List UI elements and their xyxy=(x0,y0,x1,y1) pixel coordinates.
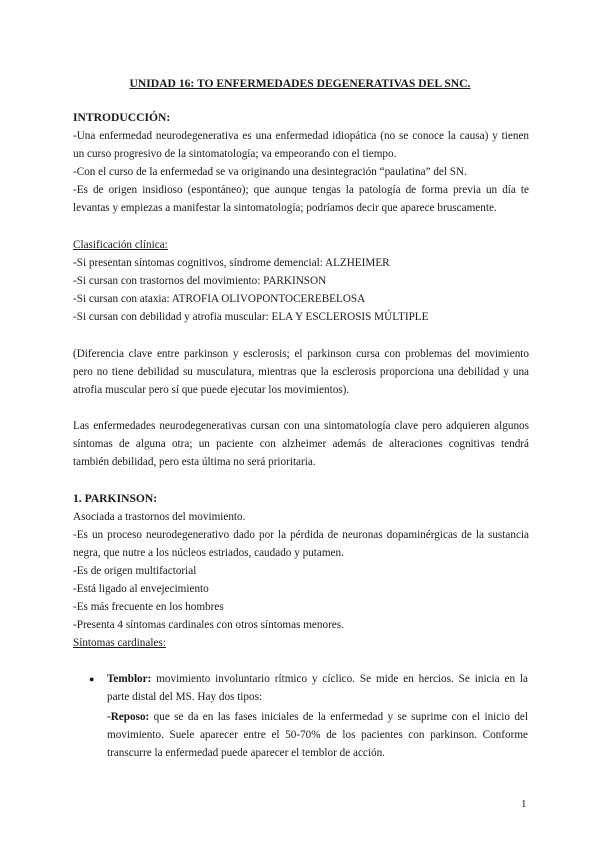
intro-line: -Una enfermedad neurodegenerativa es una enfermedad idiopática (no se conoce la causa) y tienen xyxy=(73,130,529,142)
temblor-line: parte distal del MS. Hay dos tipos: xyxy=(107,691,263,703)
parkinson-line: negra, que nutre a los núcleos estriados, caudado y putamen. xyxy=(73,547,344,559)
clasificacion-item: -Si cursan con ataxia: ATROFIA OLIVOPONTOCEREBELOSA xyxy=(73,293,366,305)
parkinson-heading: 1. PARKINSON: xyxy=(73,492,158,505)
sintomatologia-line: síntomas de alguna otra; un paciente con alzheimer además de alteraciones cognitivas tendrá xyxy=(73,438,529,450)
intro-line: -Con el curso de la enfermedad se va originando una desintegración “paulatina” del SN. xyxy=(73,166,467,178)
temblor-line xyxy=(107,672,528,686)
page-number: 1 xyxy=(521,798,527,810)
clasificacion-item: -Si cursan con debilidad y atrofia muscular: ELA Y ESCLEROSIS MÚLTIPLE xyxy=(73,311,429,323)
reposo-label: -Reposo: xyxy=(107,711,150,723)
parkinson-line: -Presenta 4 síntomas cardinales con otros síntomas menores. xyxy=(73,619,344,631)
intro-line: levantas y empiezas a manifestar la sintomatología; podríamos decir que aparece bruscamente. xyxy=(73,202,497,214)
parkinson-line: -Es más frecuente en los hombres xyxy=(73,601,224,613)
clasificacion-heading: Clasificación clínica: xyxy=(73,239,168,251)
reposo-line: movimiento. Suele aparecer entre el 50-70% de los pacientes con parkinson. Conforme xyxy=(107,729,528,741)
parkinson-line: Asociada a trastornos del movimiento. xyxy=(73,511,246,523)
sintomas-heading: Síntomas cardinales: xyxy=(73,637,166,649)
clasificacion-item: -Si presentan síntomas cognitivos, síndrome demencial: ALZHEIMER xyxy=(73,257,390,269)
intro-heading: INTRODUCCIÓN: xyxy=(73,111,171,124)
diferencia-line: pero no tiene debilidad su musculatura, mientras que la esclerosis proporciona una debilidad y una xyxy=(73,366,529,378)
page-title: UNIDAD 16: TO ENFERMEDADES DEGENERATIVAS DEL SNC. xyxy=(129,77,471,90)
reposo-text: que se da en las fases iniciales de la enfermedad y se suprime con el inicio del xyxy=(149,711,528,723)
diferencia-line: atrofia muscular pero sí que puede ejecutar los movimientos). xyxy=(73,384,350,396)
intro-line: -Es de origen insidioso (espontáneo); que aunque tengas la patología de forma previa un día te xyxy=(73,184,529,196)
temblor-label: Temblor: xyxy=(107,673,152,685)
clasificacion-item: -Si cursan con trastornos del movimiento: PARKINSON xyxy=(73,275,327,287)
sintomatologia-line: también debilidad, pero esta última no será prioritaria. xyxy=(73,456,316,468)
reposo-line xyxy=(107,710,528,724)
parkinson-line: -Es un proceso neurodegenerativo dado por la pérdida de neuronas dopaminérgicas de la sustancia xyxy=(73,529,529,541)
intro-line: un curso progresivo de la sintomatología; va empeorando con el tiempo. xyxy=(73,148,397,160)
temblor-text: movimiento involuntario rítmico y cíclico. Se mide en hercios. Se inicia en la xyxy=(151,673,528,685)
parkinson-line: -Es de origen multifactorial xyxy=(73,565,197,577)
diferencia-line: (Diferencia clave entre parkinson y esclerosis; el parkinson cursa con problemas del movimiento xyxy=(73,348,529,360)
bullet-icon: ● xyxy=(89,674,95,684)
sintomatologia-line: Las enfermedades neurodegenerativas cursan con una sintomatología clave pero adquieren algunos xyxy=(73,420,529,432)
parkinson-line: -Está ligado al envejecimiento xyxy=(73,583,209,595)
reposo-line: transcurre la enfermedad puede aparecer el temblor de acción. xyxy=(107,747,385,759)
